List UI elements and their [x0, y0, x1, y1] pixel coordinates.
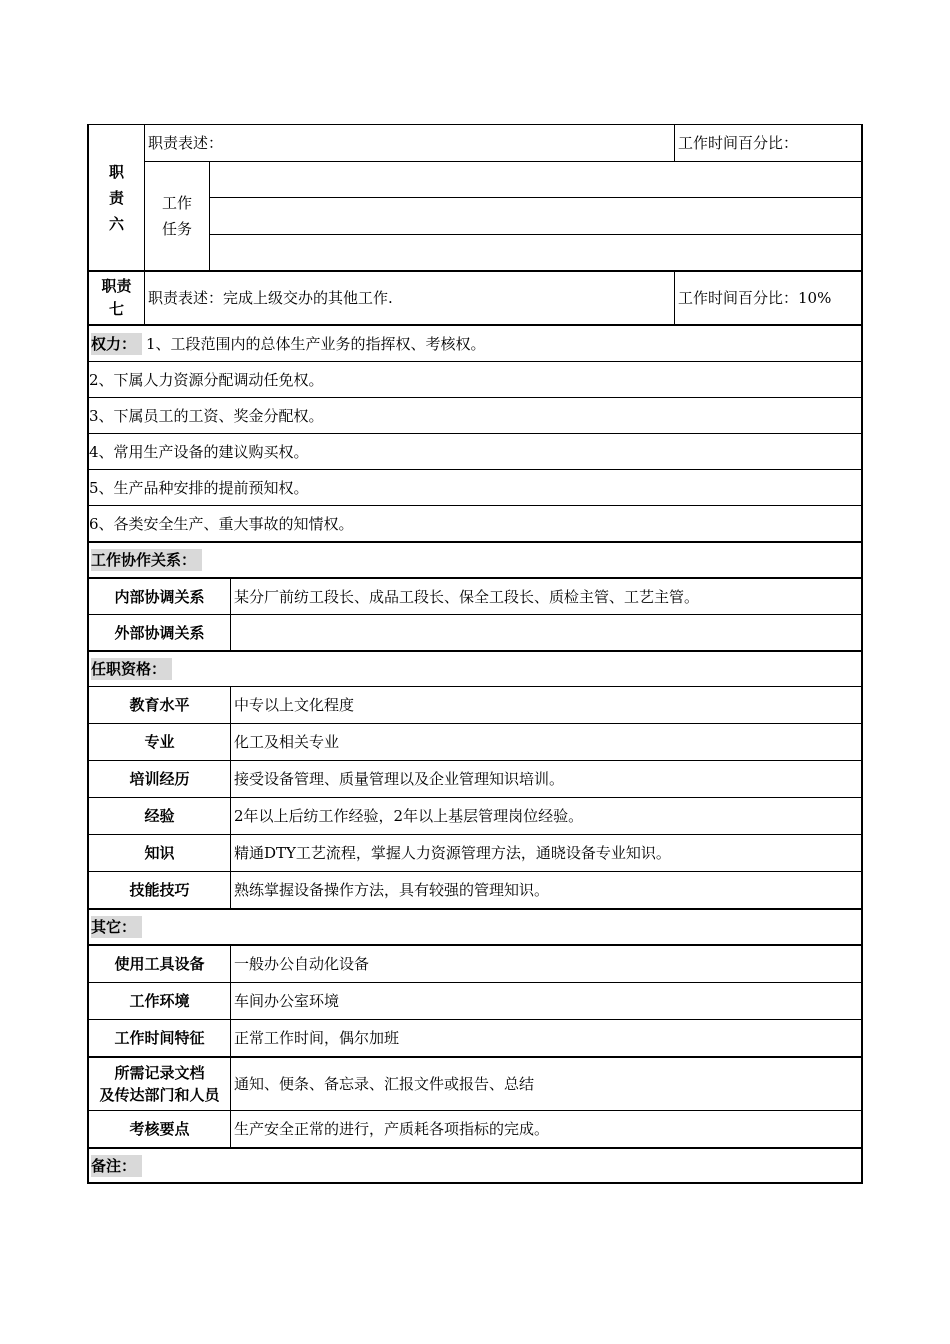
other-value: 一般办公自动化设备: [234, 955, 370, 973]
authority-item: 5、生产品种安排的提前预知权。: [89, 478, 309, 497]
duty-six-label: 职 责 六: [89, 125, 145, 270]
qualification-value: 接受设备管理、质量管理以及企业管理知识培训。: [234, 770, 565, 788]
duty-six-task-line: [210, 198, 861, 234]
other-label: 考核要点: [89, 1111, 231, 1147]
other-title: 其它：: [91, 916, 142, 938]
qualification-label: 知识: [89, 835, 231, 871]
cooperation-section: [87, 541, 863, 650]
authority-item: 6、各类安全生产、重大事故的知情权。: [89, 514, 354, 533]
duty-six-pct-label: 工作时间百分比：: [678, 134, 799, 152]
duty-seven-section: [87, 270, 863, 324]
remarks-title: 备注：: [91, 1155, 142, 1177]
other-label: 工作环境: [89, 983, 231, 1019]
other-value: 车间办公室环境: [234, 992, 340, 1010]
qualification-section: [87, 650, 863, 908]
duty-six-section: [87, 124, 863, 270]
cooperation-label: 外部协调关系: [89, 615, 231, 650]
other-label: 使用工具设备: [89, 946, 231, 982]
qualification-value: 化工及相关专业: [234, 733, 340, 751]
duty-seven-pct: 工作时间百分比：10%: [678, 289, 832, 307]
authority-item: 1、工段范围内的总体生产业务的指挥权、考核权。: [146, 334, 486, 353]
duty-seven-label: 职责 七: [89, 272, 145, 324]
qualification-label: 技能技巧: [89, 872, 231, 908]
qualification-label: 教育水平: [89, 687, 231, 723]
cooperation-value: [231, 615, 861, 650]
duty-six-desc-label: 职责表述：: [145, 125, 675, 161]
authority-title: 权力：: [91, 333, 142, 355]
other-label: 工作时间特征: [89, 1020, 231, 1056]
duty-six-task-line: [210, 162, 861, 198]
qualification-value: 中专以上文化程度: [234, 696, 355, 714]
cooperation-label: 内部协调关系: [89, 579, 231, 614]
qualification-value: 2年以上后纺工作经验，2年以上基层管理岗位经验。: [234, 807, 584, 825]
duty-six-task-label: 工作 任务: [145, 162, 210, 270]
authority-section: [87, 324, 863, 541]
duty-six-task-line: [210, 235, 861, 270]
authority-item: 2、下属人力资源分配调动任免权。: [89, 370, 324, 389]
qualification-title: 任职资格：: [91, 658, 172, 680]
qualification-label: 专业: [89, 724, 231, 760]
qualification-label: 经验: [89, 798, 231, 834]
remarks-section: [87, 1147, 863, 1184]
other-value: 生产安全正常的进行，产质耗各项指标的完成。: [234, 1120, 550, 1138]
duty-seven-desc: 职责表述：完成上级交办的其他工作.: [145, 272, 675, 324]
other-section: [87, 908, 863, 1147]
authority-item: 4、常用生产设备的建议购买权。: [89, 442, 309, 461]
qualification-label: 培训经历: [89, 761, 231, 797]
cooperation-title: 工作协作关系：: [91, 549, 202, 571]
authority-item: 3、下属员工的工资、奖金分配权。: [89, 406, 324, 425]
job-description-form: [87, 124, 863, 1184]
other-label: 所需记录文档 及传达部门和人员: [89, 1058, 231, 1110]
qualification-value: 精通DTY工艺流程，掌握人力资源管理方法，通晓设备专业知识。: [234, 844, 671, 862]
qualification-value: 熟练掌握设备操作方法，具有较强的管理知识。: [234, 881, 550, 899]
other-value: 正常工作时间，偶尔加班: [234, 1029, 400, 1047]
cooperation-value: 某分厂前纺工段长、成品工段长、保全工段长、质检主管、工艺主管。: [234, 587, 700, 606]
other-value: 通知、便条、备忘录、汇报文件或报告、总结: [234, 1075, 535, 1093]
